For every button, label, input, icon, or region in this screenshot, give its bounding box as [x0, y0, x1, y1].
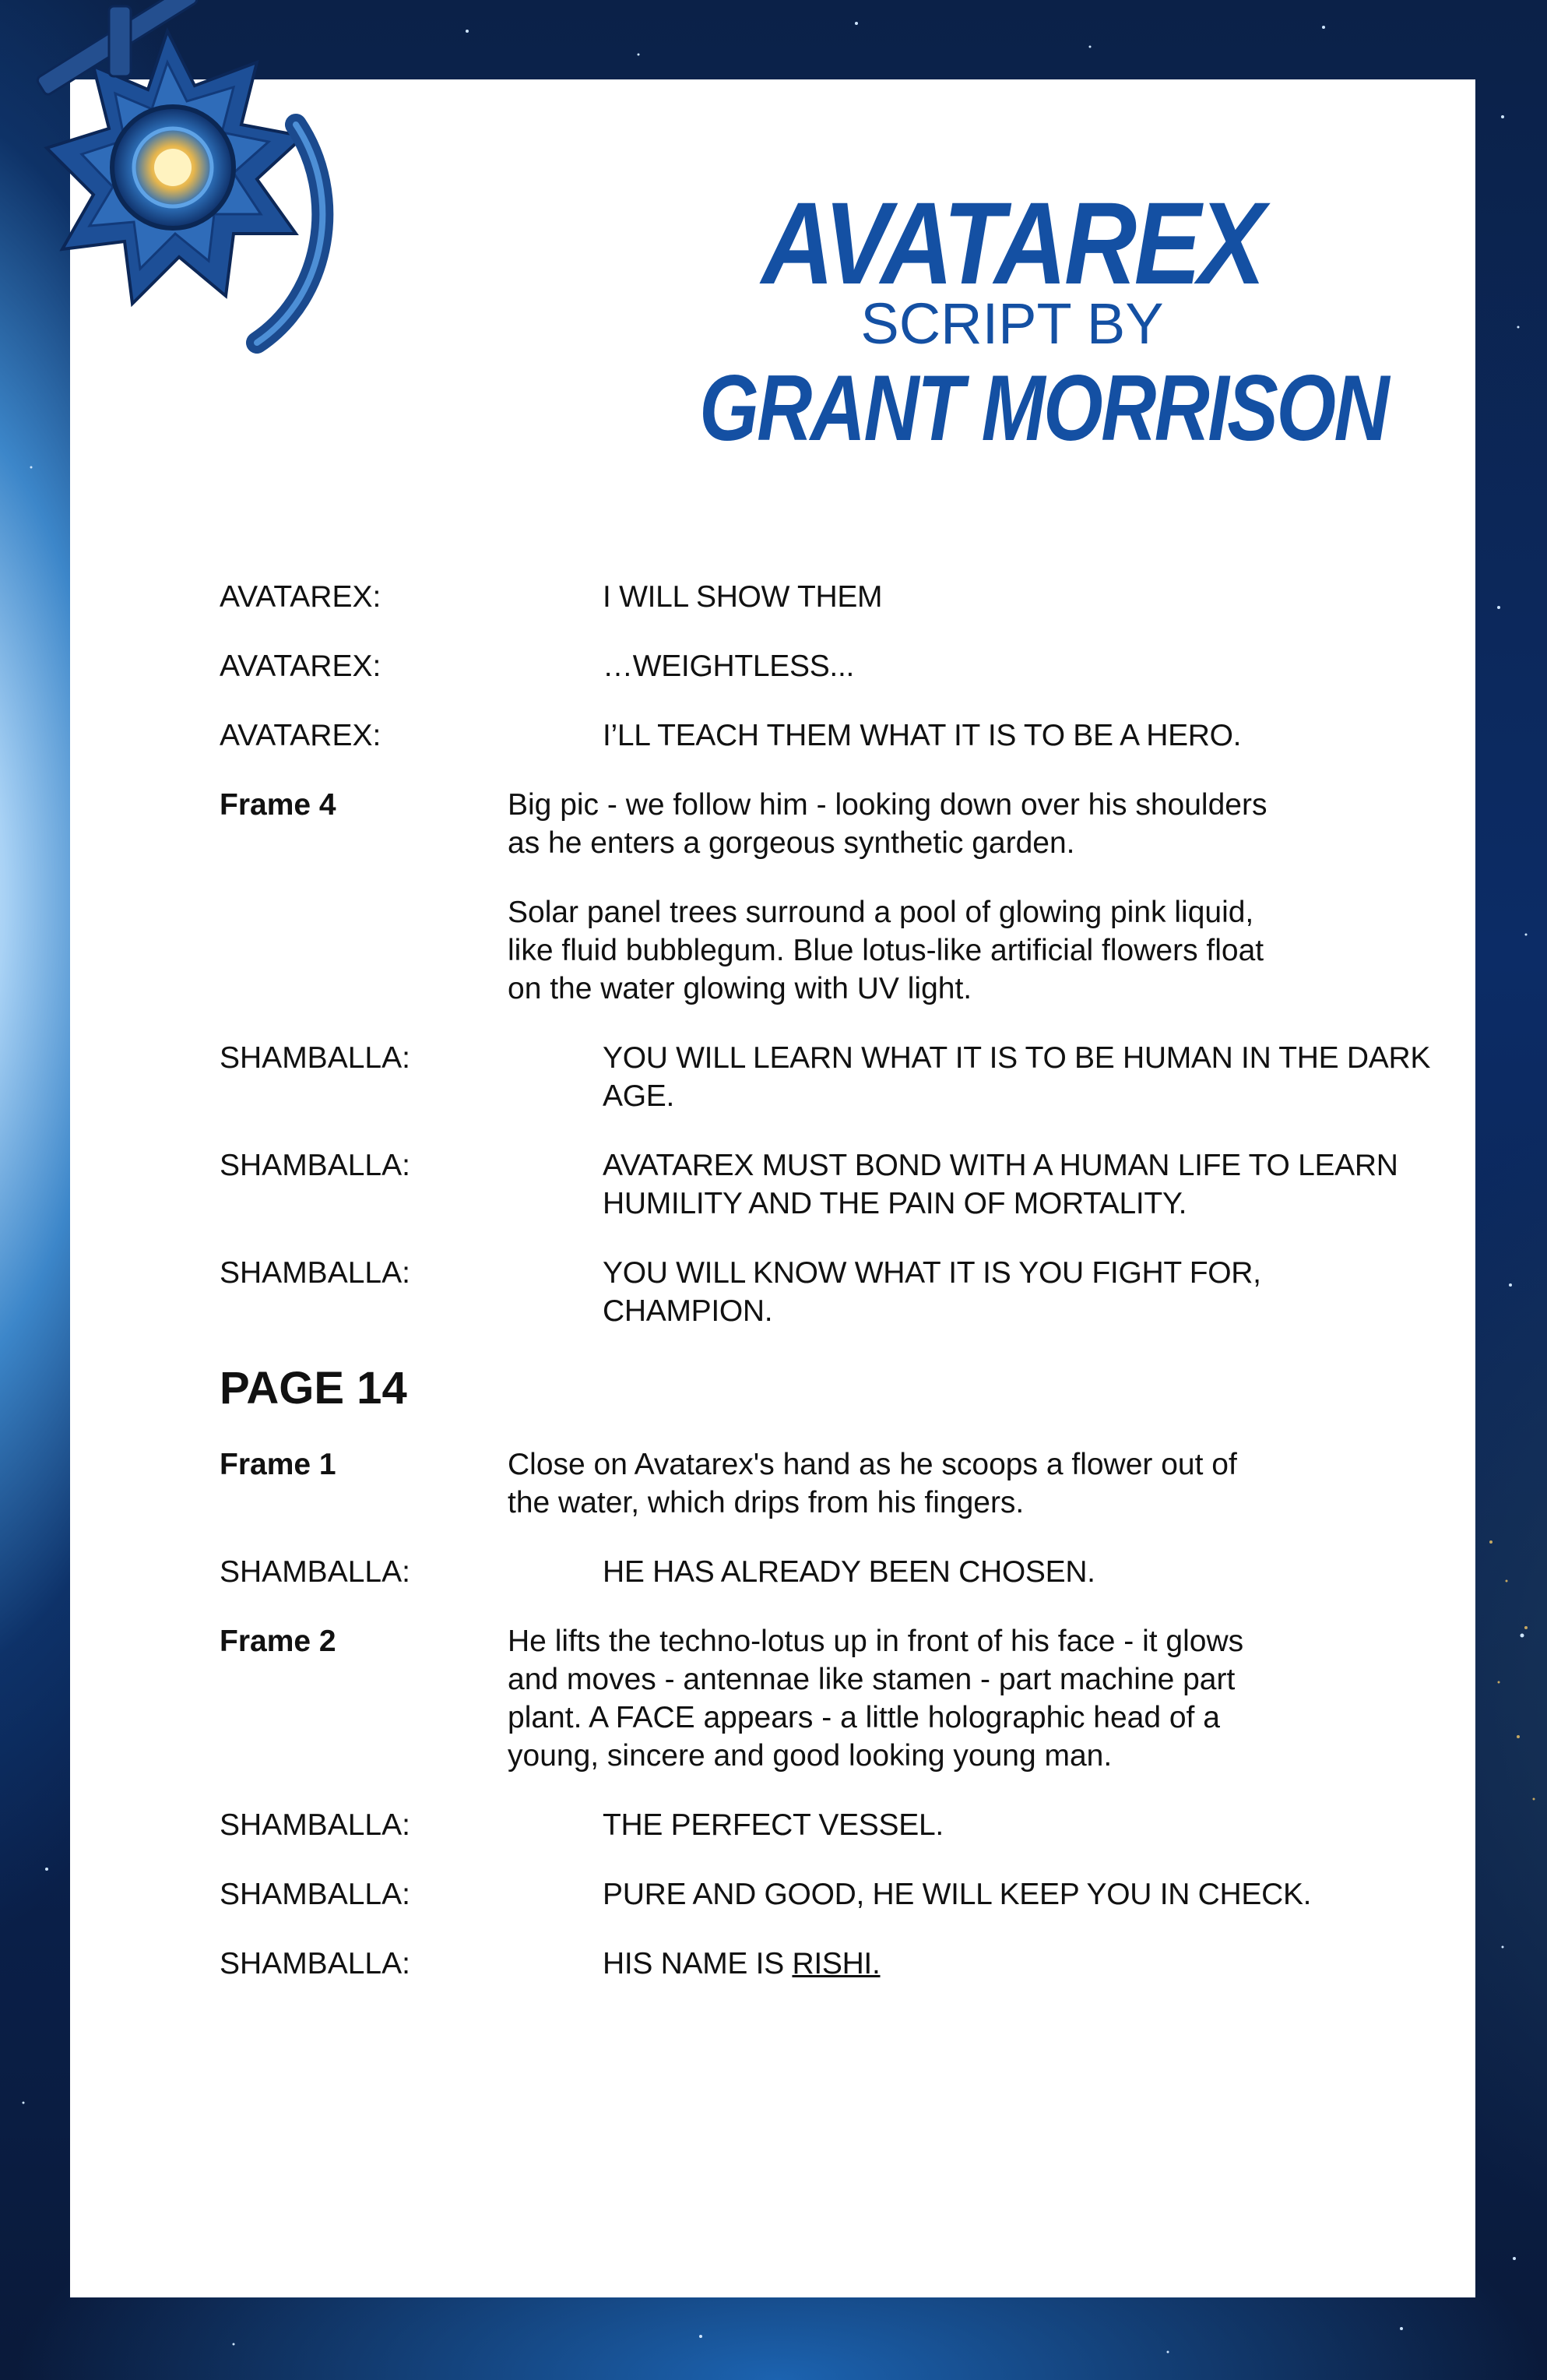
character-name-underlined: RISHI.: [792, 1947, 881, 1980]
frame-description-para: Solar panel trees surround a pool of glowing pink liquid, like fluid bubblegum. Blue lotus-like artificial flowers float on the water glowing with UV light.: [508, 896, 1264, 1005]
dialogue-text: …WEIGHTLESS...: [603, 650, 855, 683]
frame-2: [220, 1622, 1434, 1775]
frame-description: He lifts the techno-lotus up in front of his face - it glows and moves - antennae like stamen - part machine part plant. A FACE appears - a little holographic head of a young, sincere and good looking young man.: [508, 1625, 1244, 1773]
space-station-emblem-icon: [0, 0, 366, 374]
dialogue-prefix: HIS NAME IS: [603, 1947, 793, 1980]
dialogue-text: THE PERFECT VESSEL.: [603, 1808, 944, 1842]
speaker-label: SHAMBALLA:: [220, 1149, 410, 1182]
frame-description: Close on Avatarex's hand as he scoops a flower out of the water, which drips from his fingers.: [508, 1448, 1237, 1519]
dialogue-text: AVATAREX MUST BOND WITH A HUMAN LIFE TO LEARN HUMILITY AND THE PAIN OF MORTALITY.: [603, 1149, 1398, 1220]
script-body: [220, 578, 1434, 2014]
script-by-label: SCRIPT BY: [860, 291, 1164, 356]
dialogue-line: [220, 1146, 1434, 1223]
dialogue-line: [220, 1039, 1434, 1115]
speaker-label: AVATAREX:: [220, 719, 381, 752]
speaker-label: SHAMBALLA:: [220, 1808, 410, 1842]
speaker-label: SHAMBALLA:: [220, 1041, 410, 1075]
dialogue-line: [220, 1945, 1434, 1983]
dialogue-line: [220, 1806, 1434, 1844]
script-page: [70, 79, 1475, 2297]
comic-title: AVATAREX: [761, 178, 1263, 308]
page-heading: PAGE 14: [220, 1363, 407, 1414]
title-block: [631, 178, 1394, 460]
frame-description-para: Big pic - we follow him - looking down over his shoulders as he enters a gorgeous synthetic garden.: [508, 788, 1267, 860]
dialogue-text: YOU WILL LEARN WHAT IT IS TO BE HUMAN IN THE DARK AGE.: [603, 1041, 1431, 1113]
dialogue-line: [220, 578, 1434, 616]
dialogue-text: HE HAS ALREADY BEEN CHOSEN.: [603, 1555, 1095, 1589]
dialogue-line: [220, 1875, 1434, 1914]
dialogue-text: PURE AND GOOD, HE WILL KEEP YOU IN CHECK.: [603, 1878, 1312, 1911]
author-name: GRANT MORRISON: [699, 356, 1388, 460]
frame-1: [220, 1445, 1434, 1522]
dialogue-line: [220, 647, 1434, 685]
dialogue-text: I’LL TEACH THEM WHAT IT IS TO BE A HERO.: [603, 719, 1242, 752]
frame-4: [220, 786, 1434, 1008]
dialogue-line: [220, 1254, 1434, 1330]
frame-label: Frame 2: [220, 1625, 336, 1658]
frame-label: Frame 1: [220, 1448, 336, 1481]
dialogue-text: [603, 1945, 1434, 1983]
dialogue-text: I WILL SHOW THEM: [603, 580, 883, 614]
frame-description: [508, 786, 1286, 1008]
speaker-label: SHAMBALLA:: [220, 1878, 410, 1911]
frame-label: Frame 4: [220, 788, 336, 822]
speaker-label: SHAMBALLA:: [220, 1555, 410, 1589]
speaker-label: SHAMBALLA:: [220, 1256, 410, 1290]
dialogue-line: [220, 716, 1434, 755]
speaker-label: AVATAREX:: [220, 650, 381, 683]
speaker-label: SHAMBALLA:: [220, 1947, 410, 1980]
dialogue-text: YOU WILL KNOW WHAT IT IS YOU FIGHT FOR, CHAMPION.: [603, 1256, 1261, 1328]
speaker-label: AVATAREX:: [220, 580, 381, 614]
dialogue-line: [220, 1553, 1434, 1591]
